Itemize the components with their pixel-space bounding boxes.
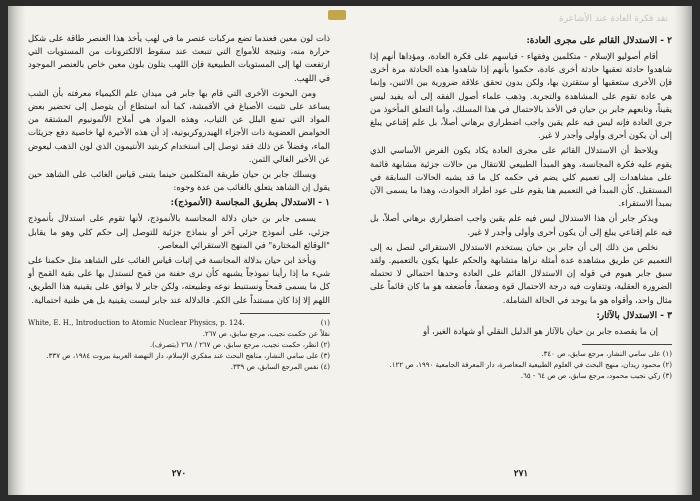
left-paragraph-5: إن ما يقصده جابر بن حيان بالآثار هو الدليل النقلي أو شهادة الغير، أو: [422, 325, 658, 336]
footnote-row-1: [28, 318, 330, 329]
footnote-item: (٤) نفس المرجع السابق، ص ٣٣٩.: [230, 362, 330, 371]
right-paragraph-3: ويسلك جابر بن حيان طريقة المتكلمين حينما يتبنى قياس الغائب على الشاهد حين يقول إن الشاهد يتعلق بالغائب من عدة وجوه:: [28, 169, 330, 193]
left-paragraph-3: ويذكر جابر أن هذا الاستدلال ليس فيه علم يقين واجب اضطراري برهاني أصلاً، بل فيه علم إقناعي يبلغ إلى أن يكون أحرى وأولى وأجدر لا غير.: [370, 213, 672, 237]
footnote-item: نقلاً عن حكمت نجيب، مرجع سابق، ص ٢٦٧.: [202, 329, 330, 338]
page-number: ٢٧٠: [171, 469, 187, 479]
page-number: ٢٧١: [513, 469, 529, 479]
corner-tab: [328, 10, 346, 20]
footnote-rule: [582, 344, 672, 345]
left-paragraph-2: ويلاحظ أن الاستدلال القائم على مجرى العادة يكاد يكون الفرض الأساسي الذي يقوم عليه فكرة المجانسة، وهو المبدأ الطبيعي للانتقال من حالات جزئية مشابهة قائمة على مشاهدات إلى تعميم كلي يضم في حكمه كل ما قد يشبه الحالات السابقة في المستقبل. كأن المبدأ في التعميم هنا يقوم على عود اطراد الحوادث، وهذا ما يسمى الآن بمبدأ الاستقراء.: [370, 145, 672, 209]
left-heading-1: ٢ - الاستدلال القائم على مجرى العادة:: [526, 36, 672, 46]
gutter-shadow: [8, 6, 26, 495]
footnote-item: (٢) انظر، حكمت نجيب، مرجع سابق، ص ٢٦٧ / ٢٦٨ (بتصرف).: [149, 340, 330, 349]
left-paragraph-4: نخلص من ذلك إلى أن جابر بن حيان يستخدم الاستدلال الاستقرائي لنصل به إلى التعميم عن طريق مشاهدة عدة أمثلة نراها متشابهة والحكم عليها يكون بالتعميم. ولقد سبق جابر هيوم في قوله إن الاستدلال القائم على العادة وحدها احتمالي لا تحتمله الضرورة العقلية، وتتفاوت فيه درجة الاحتمال قوة وضعفاً، فأضعفه هو ما كان قائماً على مثال واحد، وأقواه هو ما يوجد في الحالة الشاملة.: [370, 241, 672, 305]
left-heading-2: ٣ - الاستدلال بالآثار:: [596, 310, 672, 321]
right-heading-1: ١ - الاستدلال بطريق المجانسة (الأنموذج):: [170, 198, 330, 209]
footnote-marker: (١): [320, 318, 330, 327]
right-paragraph-2: ومن البحوث الأخرى التي قام بها جابر في ميدان علم الكيمياء معرفته بأن الشب يساعد على تثبيت الأصباغ في الأقمشة، كما أنه استطاع أن يتوصل إلى تحضير بعض المواد التي تمنع البلل عن الثياب، وهذه المواد هي أملاح الألمونيوم المشتقة من الحوامض العضوية ذات الأجزاء الهيدروكربونية، إذ أن هذه الأخيرة لها خاصية دفع جزيئات الماء، وفضلاً عن ذلك فقد توصل إلى استخدام كربتيد الأنتيمون الذي لون الذهب ليعوض عن الأخير الغالي الثمن.: [28, 87, 330, 164]
left-paragraph-1: أقام أصوليو الإسلام - متكلمين وفقهاء - قياسهم على فكرة العادة، ومؤداها أنهم إذا شاهدوا حادثة تعقبها حادثة أخرى عادة، حكموا بأنهم إذا شاهدوا هذه الحادثة مرة أخرى فإن الأخرى ستعقبها أو ستقترن بها، ولكن بدون تحقق علاقة ضرورية بين الاثنين، وإنما هي عادة تقوم على المشاهدة والتجربة. وذهب علماء أصول الفقه إلى أنه يفيد ليس يقيناً، وتابعهم جابر بن حيان في الأخذ بالاحتمال في هذا المسلك، وأما التعلق المأخوذ من جري العادة فإنه ليس فيه علم يقين واجب اضطراري برهاني أصلاً، بل علم إقناعي يبلغ إلى أن يكون أحرى وأولى وأجدر لا غير.: [370, 51, 672, 141]
left-page: [350, 6, 692, 495]
running-header: نقد فكرة العادة عند الأشاعرة: [558, 14, 668, 24]
footnote-item: (١) على سامي النشار، مرجع سابق، ص ٣٤٠.: [541, 350, 672, 359]
footnote-ltr: White, E. H., Introduction to Atomic Nuclear Physics, p. 124.: [28, 318, 245, 327]
footnote-item: (٣) زكي نجيب محمود، مرجع سابق، ص ص ٦٤ - ٦٥.: [520, 372, 672, 381]
footnote-item: (٣) على سامي النشار، مناهج البحث عند مفكري الإسلام، دار النهضة العربية بيروت ١٩٨٤، ص ٣٣٧.: [46, 351, 330, 360]
footnote-rule: [240, 313, 330, 314]
book-spread: [8, 6, 692, 495]
right-paragraph-5: ويأخذ ابن حيان بدلالة المجانسة في إثبات قياس الغائب على الشاهد مثل حكمنا على شيء ما إذا رأينا نموذجاً يشبهه كأن نرى حفنة من قمح لنستدل بها على بقية القمح أو كل ما يسمى قمحاً ونستنبط نوعه وطبيعته، ولكن جابر لا يوافق على يقينية هذا الطريق، اللهم إلا إذا كان مستنداً على الكم. فالدلالة عند جابر ليست يقينية بل هي ظنية احتمالية.: [28, 255, 330, 305]
footnote-item: (٢) محمود زيدان، منهج البحث في العلوم الطبيعية المعاصرة، دار المعرفة الجامعية ١٩٩٠، ص ١٢٢.: [389, 361, 672, 370]
right-paragraph-1: ذات لون معين فعندما تضع مركبات عنصر ما في لهب يأخذ هذا العنصر طاقة على شكل حرارة منه، ونتيجة للأمواج التي تنبعث عند سقوط الالكترونات من المستويات التي ارتفعت لها إلى المستويات الطبيعية فإن اللهب يتلون بلون معين خاص بالعنصر الموجود في اللهب.: [28, 33, 330, 83]
right-page: [8, 6, 350, 495]
gutter-shadow: [674, 6, 692, 495]
right-paragraph-4: يسمى جابر بن حيان دلالة المجانسة بالأنموذج، لأنها تقوم على استدلال بأنموذج جزئي، على أنموذج جزئي آخر أو بنماذج جزئية للتوصل إلى حكم كلي وهو ما يقابل "الوقائع المختارة" في المنهج الاستقرائي المعاصر.: [28, 213, 330, 250]
